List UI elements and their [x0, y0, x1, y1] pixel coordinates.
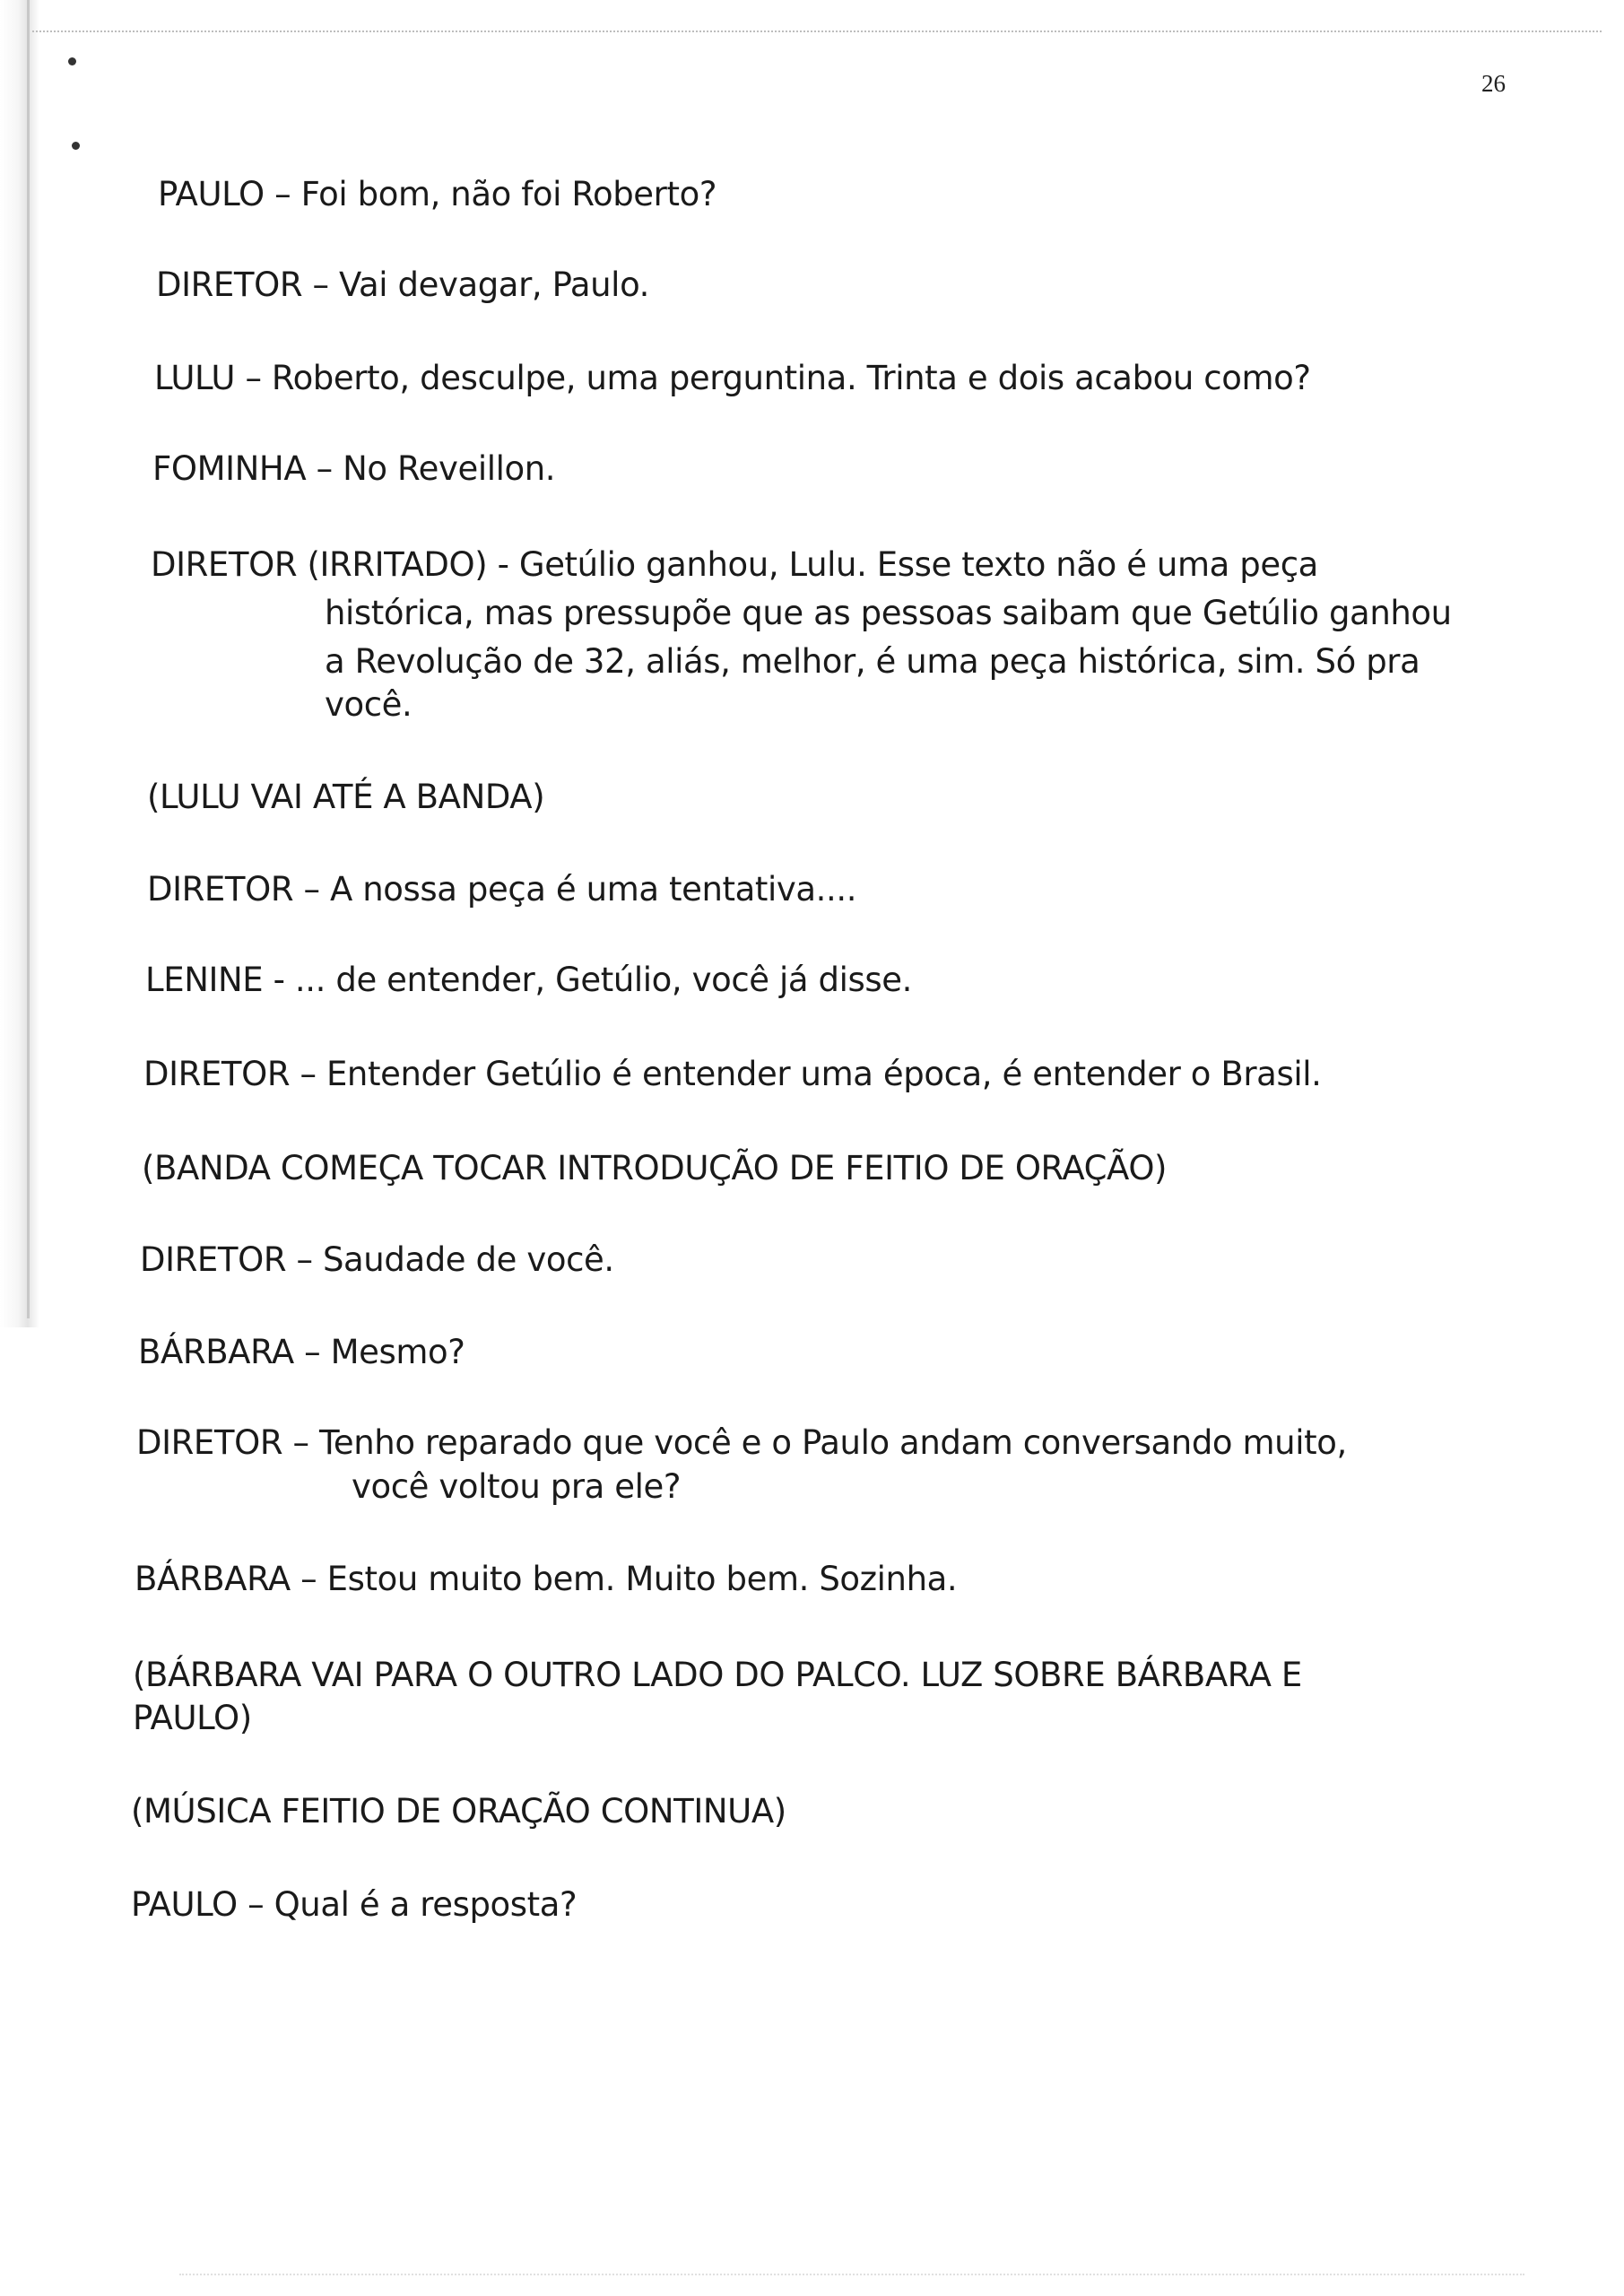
- dialogue-line: DIRETOR (IRRITADO) - Getúlio ganhou, Lulu. Esse texto não é uma peça: [151, 545, 1318, 584]
- dialogue-line: PAULO – Qual é a resposta?: [131, 1885, 578, 1924]
- stage-direction: (LULU VAI ATÉ A BANDA): [147, 778, 545, 816]
- dialogue-line: BÁRBARA – Mesmo?: [138, 1333, 465, 1371]
- dialogue-line: BÁRBARA – Estou muito bem. Muito bem. Sozinha.: [135, 1560, 958, 1598]
- scan-edge-shadow: [0, 0, 39, 1327]
- dialogue-line: DIRETOR – Vai devagar, Paulo.: [156, 265, 650, 304]
- bottom-edge-noise: [179, 2274, 1524, 2275]
- page-number: 26: [1481, 70, 1506, 97]
- stage-direction-continued: PAULO): [133, 1699, 252, 1737]
- stage-direction: (MÚSICA FEITIO DE ORAÇÃO CONTINUA): [131, 1792, 786, 1831]
- dialogue-line: PAULO – Foi bom, não foi Roberto?: [158, 175, 717, 213]
- dialogue-line: DIRETOR – Tenho reparado que você e o Paulo andam conversando muito,: [136, 1423, 1347, 1462]
- dialogue-line-continued: histórica, mas pressupõe que as pessoas saibam que Getúlio ganhou: [325, 594, 1452, 632]
- dialogue-line: DIRETOR – Entender Getúlio é entender uma época, é entender o Brasil.: [143, 1055, 1322, 1093]
- stage-direction: (BANDA COMEÇA TOCAR INTRODUÇÃO DE FEITIO DE ORAÇÃO): [142, 1149, 1168, 1187]
- scan-binding-line: [27, 0, 30, 1318]
- dialogue-line: FOMINHA – No Reveillon.: [152, 449, 556, 488]
- scan-speck: [72, 142, 80, 150]
- dialogue-line-continued: a Revolução de 32, aliás, melhor, é uma peça histórica, sim. Só pra: [325, 642, 1420, 681]
- stage-direction: (BÁRBARA VAI PARA O OUTRO LADO DO PALCO. LUZ SOBRE BÁRBARA E: [133, 1656, 1302, 1694]
- dialogue-line-continued: você voltou pra ele?: [352, 1467, 682, 1506]
- dialogue-line: DIRETOR – A nossa peça é uma tentativa....: [147, 870, 857, 909]
- dialogue-line: LULU – Roberto, desculpe, uma perguntina. Trinta e dois acabou como?: [154, 359, 1311, 397]
- dialogue-line-continued: você.: [325, 685, 413, 724]
- scan-speck: [68, 57, 76, 65]
- dialogue-line: LENINE - ... de entender, Getúlio, você já disse.: [145, 961, 912, 999]
- dialogue-line: DIRETOR – Saudade de você.: [140, 1240, 614, 1279]
- top-edge-rule: [32, 30, 1602, 32]
